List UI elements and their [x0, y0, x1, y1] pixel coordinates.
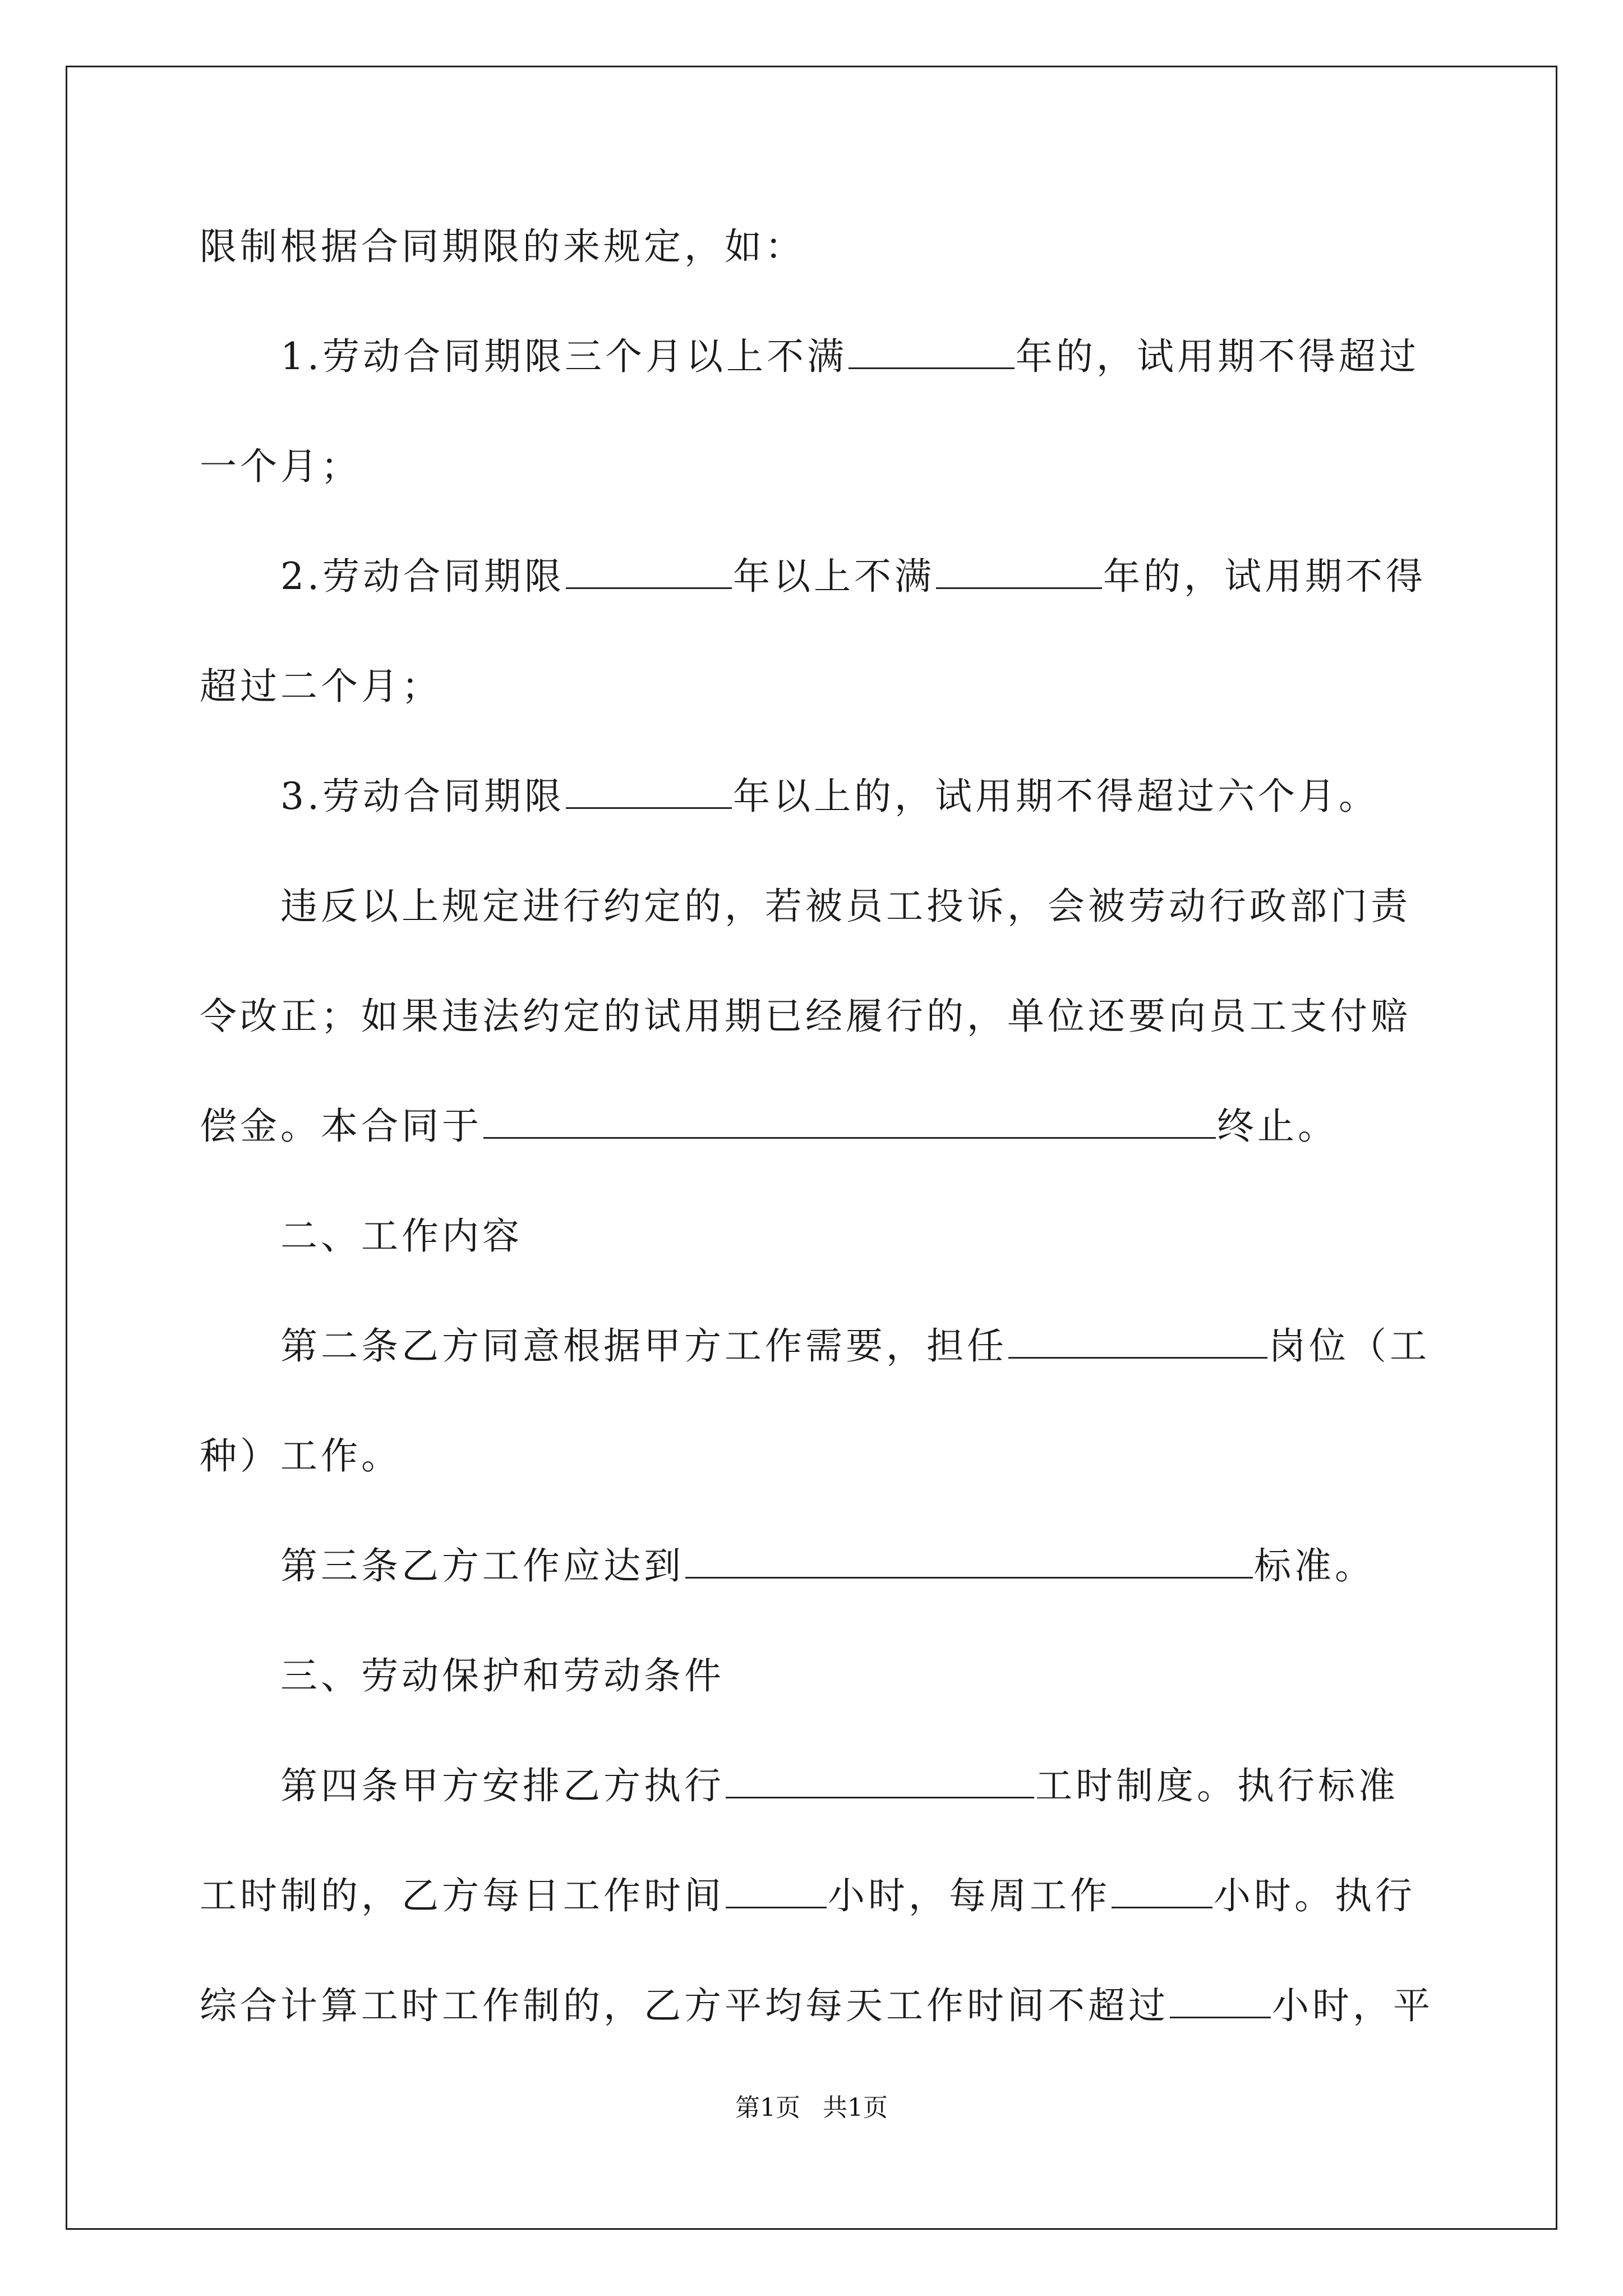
text-segment: 超过二个月；: [200, 665, 442, 708]
text-segment: 1.劳动合同期限三个月以上不满: [280, 335, 847, 378]
paragraph-line: [280, 1324, 1430, 1369]
paragraph-line: [200, 224, 805, 269]
paragraph-line: [200, 1874, 1415, 1918]
text-segment: 2.劳动合同期限: [280, 555, 565, 598]
text-segment: 年以上不满: [732, 555, 935, 598]
text-segment: 三、劳动保护和劳动条件: [280, 1654, 725, 1697]
fill-in-blank[interactable]: [566, 776, 732, 809]
fill-in-blank[interactable]: [1112, 1875, 1212, 1908]
paragraph-line: [280, 1544, 1375, 1589]
text-segment: 年以上的，试用期不得超过六个月。: [732, 775, 1379, 818]
fill-in-blank[interactable]: [685, 1545, 1253, 1579]
text-segment: 工时制度。执行标准: [1035, 1764, 1399, 1807]
text-segment: 第三条乙方工作应达到: [280, 1544, 684, 1588]
paragraph-line: [200, 994, 1411, 1039]
text-segment: 小时。执行: [1214, 1874, 1415, 1917]
text-segment: 第二条乙方同意根据甲方工作需要，担任: [280, 1324, 1007, 1368]
paragraph-line: [200, 1434, 402, 1479]
fill-in-blank[interactable]: [566, 556, 732, 589]
text-segment: 标准。: [1254, 1544, 1375, 1588]
page-total: 共1页: [823, 2093, 888, 2122]
text-segment: 偿金。本合同于: [200, 1105, 482, 1148]
text-segment: 种）工作。: [200, 1434, 402, 1478]
text-segment: 岗位（工: [1269, 1324, 1430, 1368]
text-segment: 二、工作内容: [280, 1214, 523, 1258]
fill-in-blank[interactable]: [1170, 1985, 1271, 2018]
paragraph-line: [280, 334, 1419, 379]
text-segment: 违反以上规定进行约定的，若被员工投诉，会被劳动行政部门责: [280, 885, 1411, 928]
paragraph-line: [200, 1984, 1433, 2028]
text-segment: 小时，每周工作: [828, 1874, 1110, 1917]
text-segment: 工时制的，乙方每日工作时间: [200, 1874, 725, 1917]
text-segment: 终止。: [1217, 1105, 1338, 1148]
text-segment: 一个月；: [200, 445, 361, 488]
text-segment: 3.劳动合同期限: [280, 775, 565, 818]
paragraph-line: [280, 774, 1379, 819]
text-segment: 限制根据合同期限的来规定，如：: [200, 225, 805, 268]
paragraph-line: [280, 554, 1426, 599]
fill-in-blank[interactable]: [1008, 1326, 1267, 1359]
paragraph-line: [280, 1764, 1399, 1809]
section-heading: [280, 1654, 725, 1699]
paragraph-line: [200, 664, 442, 709]
page-number: 第1页: [735, 2093, 800, 2122]
fill-in-blank[interactable]: [726, 1875, 827, 1908]
fill-in-blank[interactable]: [849, 336, 1015, 369]
page-footer: [0, 2092, 1623, 2124]
fill-in-blank[interactable]: [726, 1765, 1034, 1798]
paragraph-line: [200, 1104, 1338, 1149]
text-segment: 小时，平: [1272, 1984, 1433, 2027]
text-segment: 年的，试用期不得: [1103, 555, 1426, 598]
text-segment: 令改正；如果违法约定的试用期已经履行的，单位还要向员工支付赔: [200, 995, 1411, 1038]
fill-in-blank[interactable]: [936, 556, 1102, 589]
section-heading: [280, 1214, 523, 1259]
text-segment: 第四条甲方安排乙方执行: [280, 1764, 725, 1807]
paragraph-line: [280, 884, 1411, 929]
text-segment: 综合计算工时工作制的，乙方平均每天工作时间不超过: [200, 1984, 1169, 2027]
fill-in-blank[interactable]: [483, 1106, 1216, 1139]
text-segment: 年的，试用期不得超过: [1015, 335, 1419, 378]
paragraph-line: [200, 444, 361, 489]
